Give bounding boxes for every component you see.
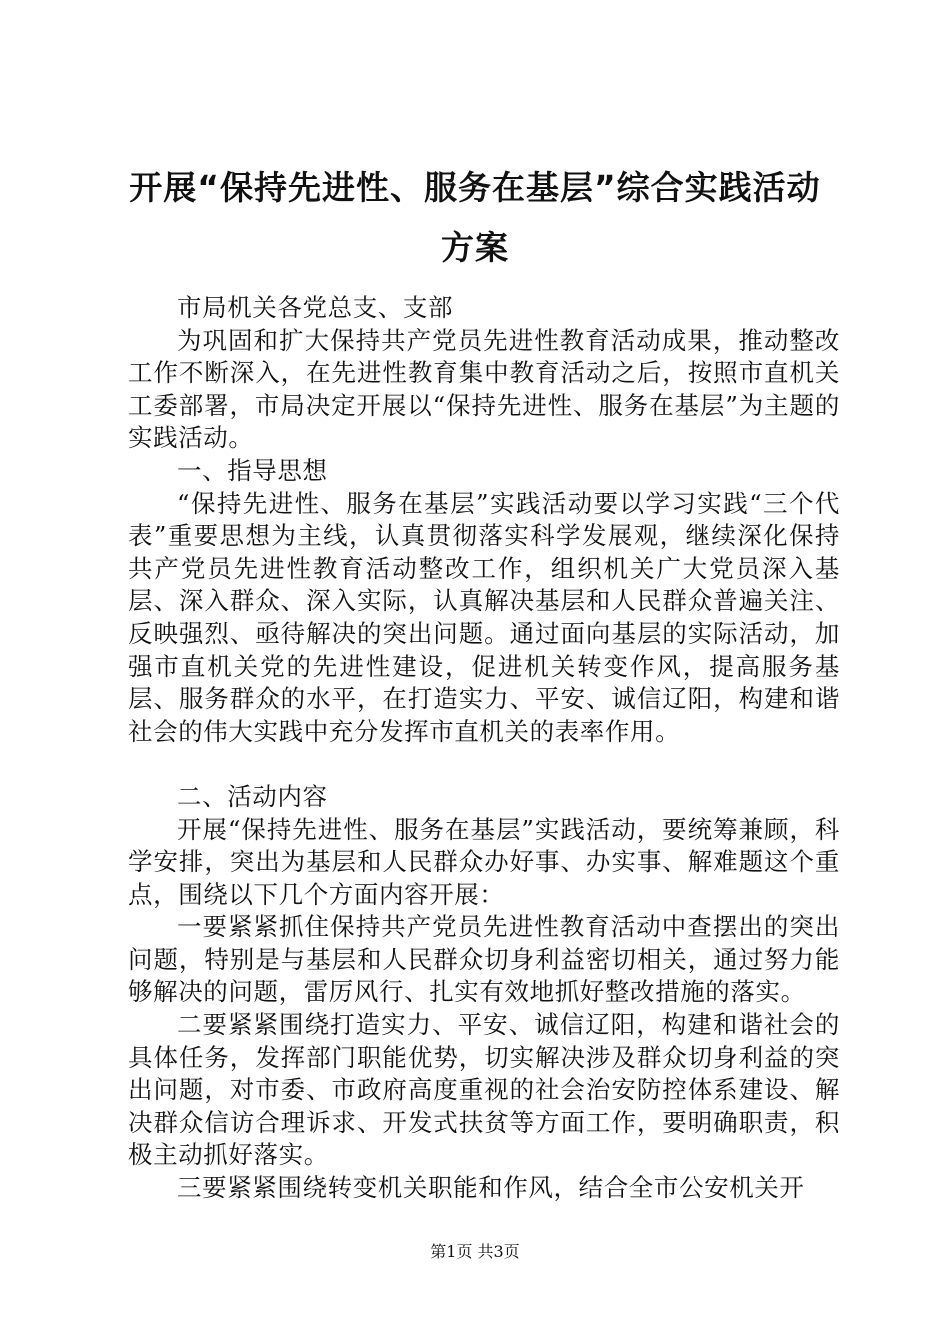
list-item-3: 三要紧紧围绕转变机关职能和作风，结合全市公安机关开 [177,1173,805,1203]
section-paragraph-1: “保持先进性、服务在基层”实践活动要以学习实践“三个代表”重要思想为主线，认真贯彻落实科学发展观，继续深化保持共产党员先进性教育活动整改工作，组织机关广大党员深入基层、深入群众、深入实际，认真解决基层和人民群众普遍关注、反映强烈、亟待解决的突出问题。通过面向基层的实际活动，加强市直机关党的先进性建设，促进机关转变作风，提高服务基层、服务群众的水平，在打造实力、平安、诚信辽阳，构建和谐社会的伟大实践中充分发挥市直机关的表率作用。 [128,488,840,746]
section-paragraph-2: 开展“保持先进性、服务在基层”实践活动，要统筹兼顾，科学安排，突出为基层和人民群众办好事、办实事、解难题这个重点，围绕以下几个方面内容开展： [128,814,840,909]
salutation: 市局机关各党总支、支部 [177,293,454,322]
paragraph-gap [128,748,840,781]
list-item-2: 二要紧紧围绕打造实力、平安、诚信辽阳，构建和谐社会的具体任务，发挥部门职能优势，切实解决涉及群众切身利益的突出问题，对市委、市政府高度重视的社会治安防控体系建设、解决群众信访合理诉求、开发式扶贫等方面工作，要明确职责，积极主动抓好落实。 [128,1010,840,1170]
section-heading-2: 二、活动内容 [177,781,328,811]
page-number-footer: 第1页 共3页 [430,1242,520,1261]
document-body [128,292,840,1205]
document-title: 开展“保持先进性、服务在基层”综合实践活动方案 [129,168,821,267]
section-heading-1: 一、指导思想 [177,455,328,485]
intro-paragraph: 为巩固和扩大保持共产党员先进性教育活动成果，推动整改工作不断深入，在先进性教育集中教育活动之后，按照市直机关工委部署，市局决定开展以“保持先进性、服务在基层”为主题的实践活动。 [128,325,840,453]
list-item-1: 一要紧紧抓住保持共产党员先进性教育活动中查摆出的突出问题，特别是与基层和人民群众切身利益密切相关，通过努力能够解决的问题，雷厉风行、扎实有效地抓好整改措施的落实。 [128,912,840,1007]
